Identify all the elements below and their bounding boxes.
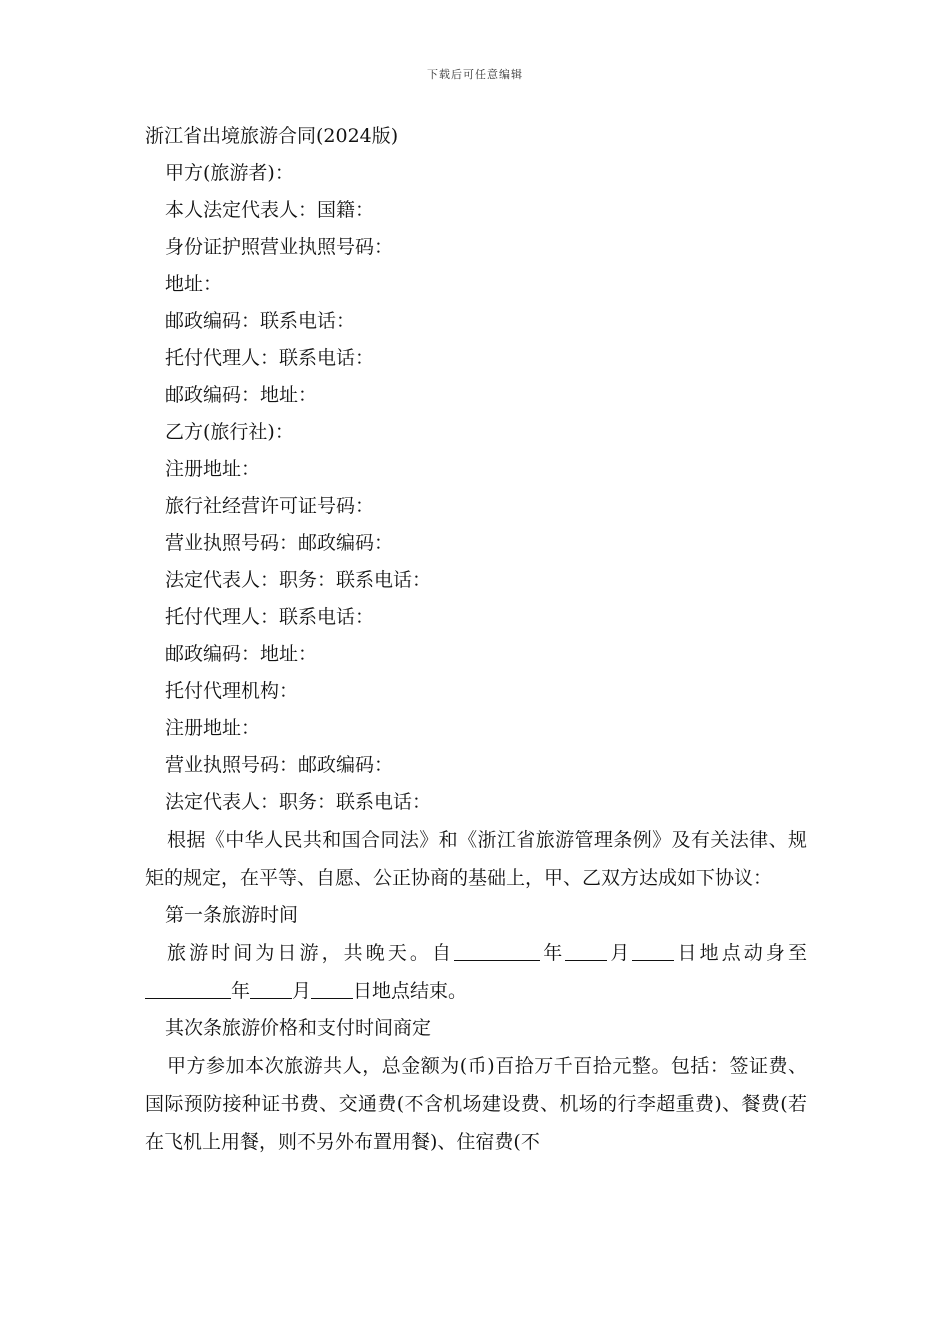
day-label: 日地点动身至 [674, 942, 807, 964]
field-line: 法定代表人：职务：联系电话： [165, 791, 432, 813]
article1-paragraph [145, 934, 807, 1010]
document-body [145, 118, 807, 1161]
article2-paragraph: 甲方参加本次旅游共人，总金额为(币)百拾万千百拾元整。包括：签证费、国际预防接种证书费、交通费(不含机场建设费、机场的行李超重费)、餐费(若在飞机上用餐，则不另外布置用餐)、住宿费(不 [145, 1055, 807, 1153]
field-line: 邮政编码：联系电话： [165, 310, 356, 332]
article1-text-start: 旅游时间为日游，共晚天。自 [167, 942, 455, 964]
field-line: 营业执照号码：邮政编码： [165, 532, 394, 554]
party-fields [145, 155, 807, 821]
field-line: 邮政编码：地址： [165, 643, 318, 665]
year-label: 年 [540, 942, 566, 964]
day-label: 日地点结束。 [353, 980, 468, 1002]
month-blank [565, 941, 607, 961]
field-line: 旅行社经营许可证号码： [165, 495, 375, 517]
field-line: 甲方(旅游者)： [165, 162, 294, 184]
month-label: 月 [607, 942, 633, 964]
field-line: 本人法定代表人：国籍： [165, 199, 375, 221]
field-line: 乙方(旅行社)： [165, 421, 294, 443]
month-blank [250, 979, 292, 999]
field-line: 托付代理机构： [165, 680, 299, 702]
field-line: 托付代理人：联系电话： [165, 606, 375, 628]
day-blank [311, 979, 353, 999]
field-line: 注册地址： [165, 458, 261, 480]
field-line: 营业执照号码：邮政编码： [165, 754, 394, 776]
month-label: 月 [292, 980, 312, 1002]
document-title: 浙江省出境旅游合同(2024版) [145, 125, 399, 147]
day-blank [632, 941, 674, 961]
year-blank [454, 941, 540, 961]
article2-heading: 其次条旅游价格和支付时间商定 [165, 1017, 432, 1039]
preamble-paragraph: 根据《中华人民共和国合同法》和《浙江省旅游管理条例》及有关法律、规矩的规定，在平等、自愿、公正协商的基础上，甲、乙双方达成如下协议： [145, 829, 807, 889]
header-note: 下载后可任意编辑 [427, 68, 523, 81]
year-label: 年 [231, 980, 251, 1002]
article1-heading: 第一条旅游时间 [165, 904, 299, 926]
field-line: 注册地址： [165, 717, 261, 739]
field-line: 身份证护照营业执照号码： [165, 236, 394, 258]
field-line: 托付代理人：联系电话： [165, 347, 375, 369]
year-blank [145, 979, 231, 999]
field-line: 邮政编码：地址： [165, 384, 318, 406]
field-line: 地址： [165, 273, 223, 295]
field-line: 法定代表人：职务：联系电话： [165, 569, 432, 591]
